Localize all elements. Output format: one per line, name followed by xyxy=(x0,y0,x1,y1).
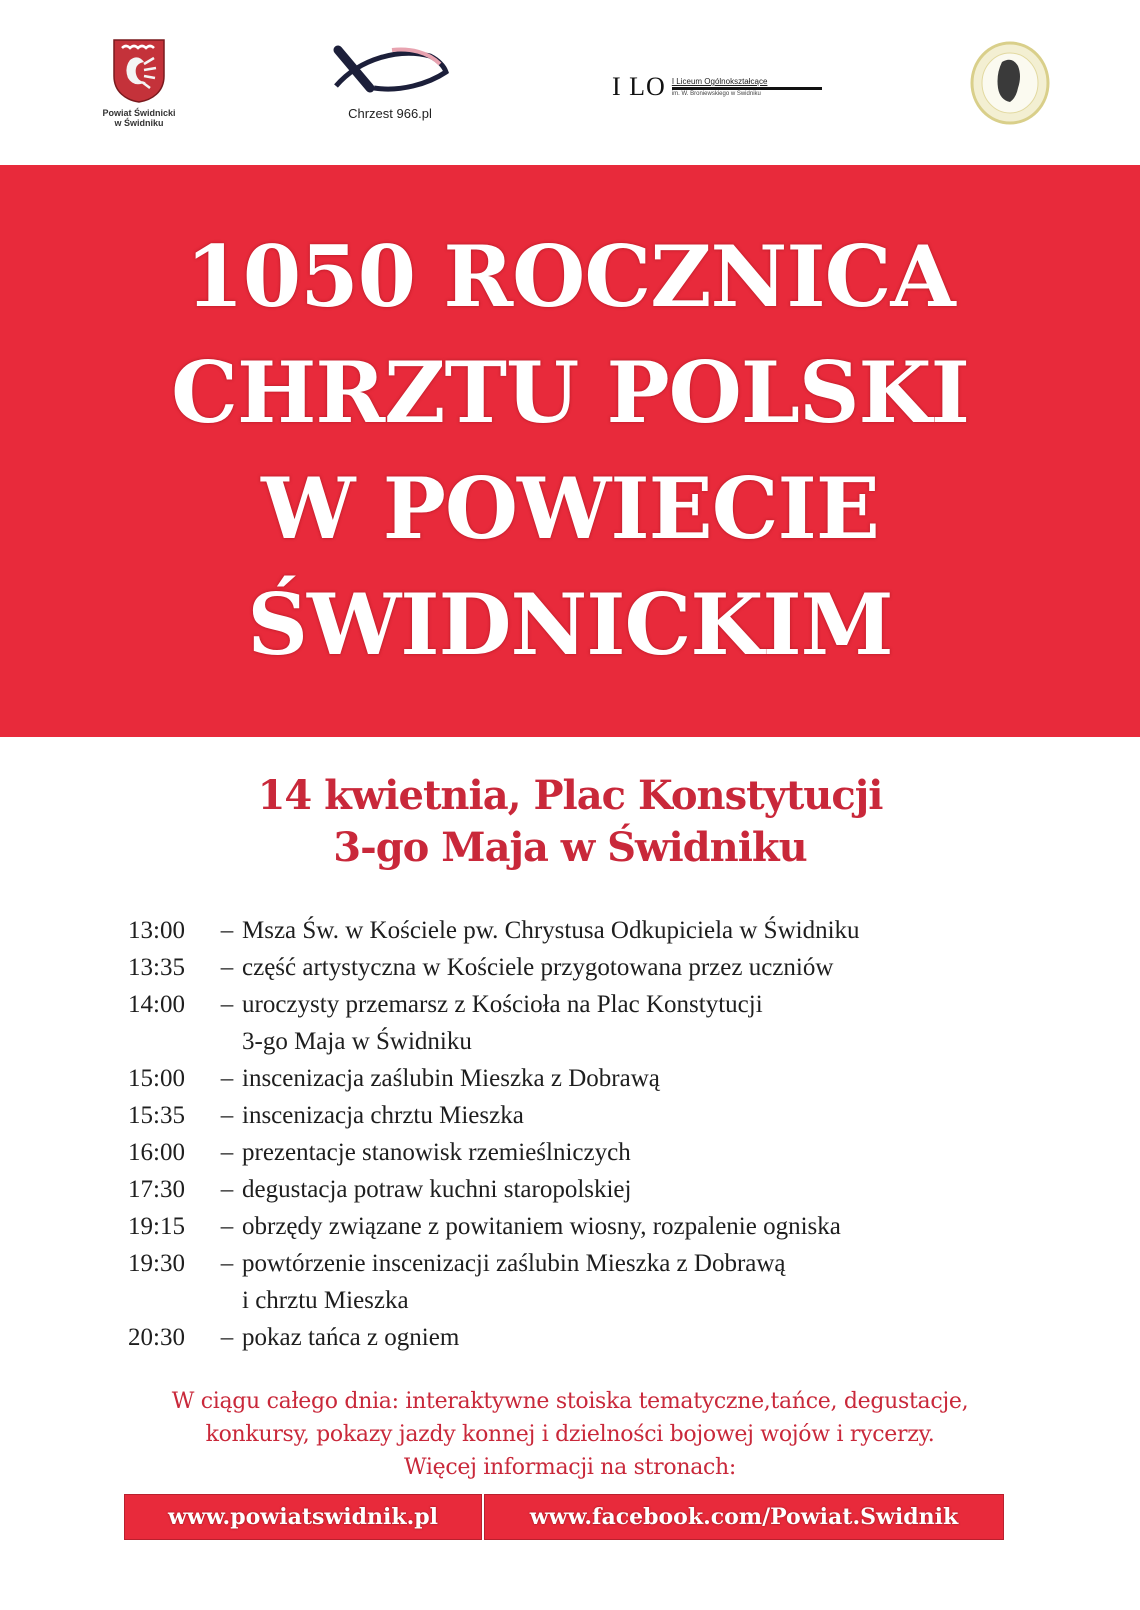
schedule-desc-line: uroczysty przemarsz z Kościoła na Plac Konstytucji xyxy=(242,991,763,1018)
schedule-desc xyxy=(242,1097,1028,1134)
schedule-desc xyxy=(242,949,1028,986)
ilo-school-logo xyxy=(612,72,832,102)
sponsor-logos-bar xyxy=(0,0,1140,165)
schedule-dash: – xyxy=(220,1250,234,1277)
schedule-item xyxy=(128,949,1028,986)
title-line-2: CHRZTU POLSKI xyxy=(171,343,969,442)
schedule-desc-line: i chrztu Mieszka xyxy=(242,1287,409,1314)
schedule-desc-line: powtórzenie inscenizacji zaślubin Mieszka z Dobrawą xyxy=(242,1250,786,1277)
title-line-3: W POWIECIE xyxy=(261,459,879,558)
schedule-dash: – xyxy=(220,991,234,1018)
footer-line-2: konkursy, pokazy jazdy konnej i dzielności bojowej wojów i rycerzy. xyxy=(205,1422,935,1447)
subtitle-line-2: 3-go Maja w Świdniku xyxy=(333,824,807,871)
subtitle-line-1: 14 kwietnia, Plac Konstytucji xyxy=(257,772,883,819)
schedule-desc-line: degustacja potraw kuchni staropolskiej xyxy=(242,1176,632,1203)
schedule-desc xyxy=(242,1245,1028,1319)
schedule-dash: – xyxy=(220,1176,234,1203)
event-date-location xyxy=(0,770,1140,874)
schedule-item xyxy=(128,1134,1028,1171)
title-line-1: 1050 ROCZNICA xyxy=(185,227,955,326)
schedule-desc-line: 3-go Maja w Świdniku xyxy=(242,1028,472,1055)
schedule-dash: – xyxy=(220,917,234,944)
schedule-item xyxy=(128,1319,1028,1356)
chrzest-logo xyxy=(320,44,460,121)
schedule-item xyxy=(128,1060,1028,1097)
schedule-desc xyxy=(242,986,1028,1060)
schedule-item xyxy=(128,912,1028,949)
schedule-dash: – xyxy=(220,954,234,981)
website-links xyxy=(124,1494,1004,1540)
schedule-time: 20:30 xyxy=(128,1324,185,1351)
schedule-time: 13:35 xyxy=(128,954,185,981)
seal-logo xyxy=(968,40,1052,126)
event-schedule xyxy=(128,912,1028,1356)
schedule-time: 13:00 xyxy=(128,917,185,944)
powiat-caption: Powiat Świdnicki w Świdniku xyxy=(102,108,176,128)
more-info-label: Więcej informacji na stronach: xyxy=(403,1455,737,1480)
schedule-desc-line: prezentacje stanowisk rzemieślniczych xyxy=(242,1139,631,1166)
schedule-desc xyxy=(242,1171,1028,1208)
schedule-item xyxy=(128,1245,1028,1319)
schedule-time: 17:30 xyxy=(128,1176,185,1203)
schedule-dash: – xyxy=(220,1139,234,1166)
coat-of-arms-icon xyxy=(112,38,166,104)
schedule-time: 16:00 xyxy=(128,1139,185,1166)
footer-line-1: W ciągu całego dnia: interaktywne stoiska tematyczne,tańce, degustacje, xyxy=(171,1389,969,1414)
schedule-dash: – xyxy=(220,1065,234,1092)
ilo-line2: im. W. Broniewskiego w Świdniku xyxy=(671,91,761,97)
powiat-website-link[interactable]: www.powiatswidnik.pl xyxy=(124,1494,482,1540)
schedule-dash: – xyxy=(220,1102,234,1129)
title-banner xyxy=(0,165,1140,737)
schedule-time: 19:30 xyxy=(128,1250,185,1277)
schedule-desc xyxy=(242,1319,1028,1356)
schedule-desc-line: inscenizacja zaślubin Mieszka z Dobrawą xyxy=(242,1065,660,1092)
schedule-desc-line: pokaz tańca z ogniem xyxy=(242,1324,460,1351)
schedule-item xyxy=(128,1171,1028,1208)
ilo-rule xyxy=(672,87,822,90)
ilo-line1: I Liceum Ogólnokształcące xyxy=(671,77,768,86)
schedule-desc-line: Msza Św. w Kościele pw. Chrystusa Odkupiciela w Świdniku xyxy=(242,917,860,944)
schedule-desc-line: obrzędy związane z powitaniem wiosny, rozpalenie ogniska xyxy=(242,1213,841,1240)
schedule-desc-line: część artystyczna w Kościele przygotowana przez uczniów xyxy=(242,954,834,981)
schedule-item xyxy=(128,1097,1028,1134)
ilo-text xyxy=(672,77,822,97)
ichthys-fish-icon xyxy=(330,44,450,94)
schedule-dash: – xyxy=(220,1324,234,1351)
schedule-time: 19:15 xyxy=(128,1213,185,1240)
schedule-time: 15:00 xyxy=(128,1065,185,1092)
all-day-activities-note xyxy=(60,1385,1080,1484)
schedule-desc xyxy=(242,912,1028,949)
schedule-desc xyxy=(242,1208,1028,1245)
schedule-desc-line: inscenizacja chrztu Mieszka xyxy=(242,1102,524,1129)
chrzest-caption: Chrzest 966.pl xyxy=(348,106,432,121)
schedule-desc xyxy=(242,1060,1028,1097)
title-line-4: ŚWIDNICKIM xyxy=(247,575,893,674)
schedule-dash: – xyxy=(220,1213,234,1240)
schedule-desc xyxy=(242,1134,1028,1171)
powiat-logo xyxy=(84,38,194,128)
schedule-item xyxy=(128,1208,1028,1245)
school-seal-icon xyxy=(968,40,1052,126)
facebook-page-link[interactable]: www.facebook.com/Powiat.Swidnik xyxy=(484,1494,1004,1540)
schedule-item xyxy=(128,986,1028,1060)
schedule-time: 15:35 xyxy=(128,1102,185,1129)
schedule-time: 14:00 xyxy=(128,991,185,1018)
ilo-mark: I LO xyxy=(612,72,666,101)
